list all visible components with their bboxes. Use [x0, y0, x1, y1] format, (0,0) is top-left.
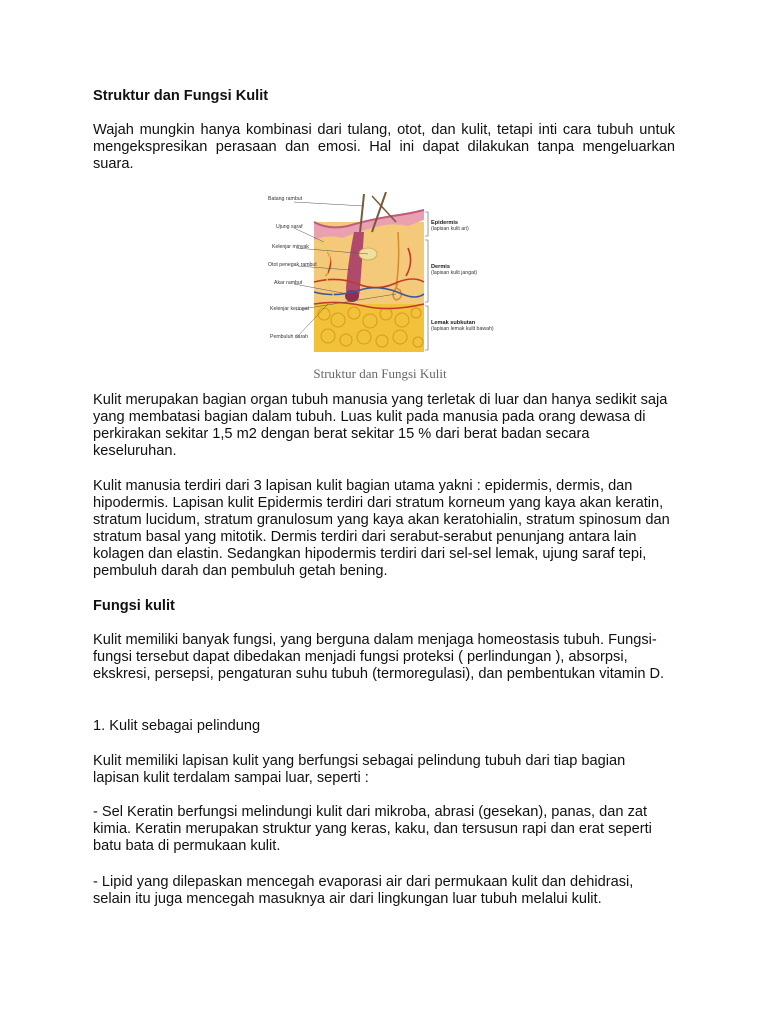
section-heading-fungsi: Fungsi kulit	[93, 598, 175, 614]
paragraph-6: - Lipid yang dilepaskan mencegah evaporasi air dari permukaan kulit dan dehidrasi, selain itu juga mencegah masuknya air dari lingkungan luar tubuh melalui kulit.	[93, 874, 634, 907]
label-batang: Batang rambut	[268, 196, 303, 202]
label-ujung: Ujung saraf	[276, 224, 303, 230]
label-otot: Otot penegak rambut	[268, 262, 317, 268]
skin-block	[314, 192, 424, 352]
intro-paragraph: Wajah mungkin hanya kombinasi dari tulang, otot, dan kulit, tetapi inti cara tubuh untuk mengekspresikan perasaan dan emosi. Hal ini dapat dilakukan tanpa mengeluarkan suara.	[93, 122, 675, 172]
paragraph-1: Kulit merupakan bagian organ tubuh manusia yang terletak di luar dan hanya sedikit saja yang membatasi bagian dalam tubuh. Luas kulit pada manusia pada orang dewasa di perkirakan sekitar 1,5 m2 dengan berat sekitar 15 % dari berat badan secara keseluruhan.	[93, 392, 668, 459]
skin-diagram	[268, 192, 520, 354]
label-epidermis: Epidermis	[431, 220, 459, 226]
paragraph-3: Kulit memiliki banyak fungsi, yang berguna dalam menjaga homeostasis tubuh. Fungsi-fungsi tersebut dapat dibedakan menjadi fungsi proteksi ( perlindungan ), absorpsi, ekskresi, persepsi, pengaturan suhu tubuh (termoregulasi), dan pembentukan vitamin D.	[93, 632, 665, 682]
paragraph-2: Kulit manusia terdiri dari 3 lapisan kulit bagian utama yakni : epidermis, dermis, dan hipodermis. Lapisan kulit Epidermis terdiri dari stratum korneum yang kaya akan keratin, stratum lucidum, stratum granulosum yang kaya akan keratohialin, stratum spinosum dan stratum basal yang mitotik. Dermis terdiri dari serabut-serabut penunjang antara lain kolagen dan elastin. Sedangkan hipodermis terdiri dari sel-sel lemak, ujung saraf tepi, pembuluh darah dan pembuluh getah bening.	[93, 478, 670, 579]
page-title: Struktur dan Fungsi Kulit	[93, 88, 269, 104]
skin-structure-figure	[268, 192, 520, 354]
label-epidermis-sub: (lapisan kulit ari)	[431, 226, 469, 232]
label-dermis-sub: (lapisan kulit jangat)	[431, 270, 478, 276]
label-kelenjar-keringat: Kelenjar keringat	[270, 306, 309, 312]
figure-caption: Struktur dan Fungsi Kulit	[313, 366, 447, 381]
paragraph-5: - Sel Keratin berfungsi melindungi kulit dari mikroba, abrasi (gesekan), panas, dan zat kimia. Keratin merupakan struktur yang keras, kaku, dan tersusun rapi dan erat seperti batu bata di permukaan kulit.	[93, 804, 652, 854]
paragraph-4: Kulit memiliki lapisan kulit yang berfungsi sebagai pelindung tubuh dari tiap bagian lapisan kulit terdalam sampai luar, seperti :	[93, 753, 626, 786]
label-akar: Akar rambut	[274, 280, 303, 286]
list-item-1: 1. Kulit sebagai pelindung	[93, 718, 261, 734]
label-dermis: Dermis	[431, 264, 450, 270]
label-pembuluh: Pembuluh darah	[270, 334, 309, 340]
label-lemak: Lemak subkutan	[431, 320, 476, 326]
label-kelenjar-minyak: Kelenjar minyak	[272, 244, 309, 250]
label-lemak-sub: (lapisan lemak kulit bawah)	[431, 326, 494, 332]
